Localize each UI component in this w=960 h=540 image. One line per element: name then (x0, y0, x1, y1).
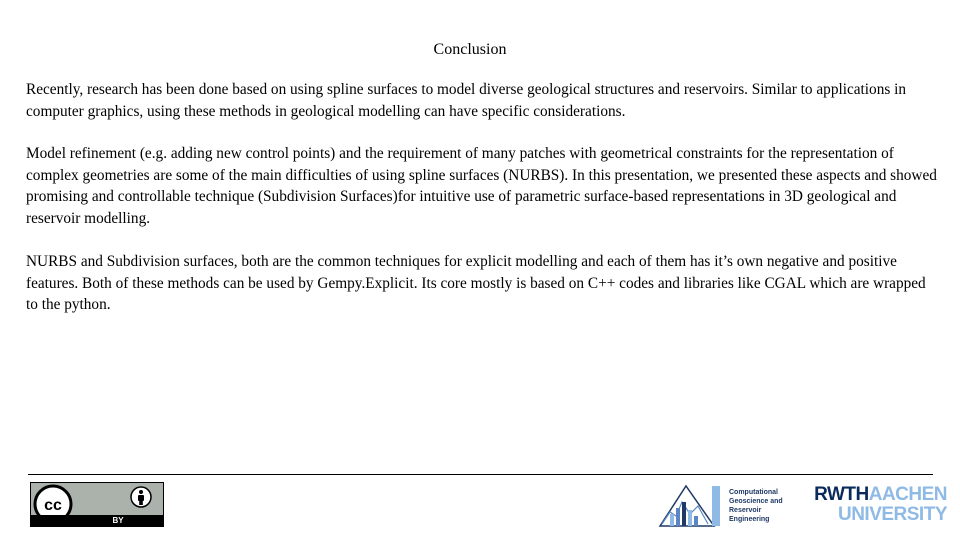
paragraph-2: Model refinement (e.g. adding new control points) and the requirement of many patches with geometrical constraints for the representation of complex geometries are some of the main difficulties of using spline surfaces (NURBS). In this presentation, we presented these aspects and showed promising and controllable technique (Subdivision Surfaces)for intuitive use of parametric surface-based representations in 3D geological and reservoir modelling. (26, 145, 937, 227)
institute-line: Computational (729, 489, 778, 496)
institute-line: Engineering (729, 516, 770, 523)
rwth-aachen-logo (806, 484, 951, 528)
university-text: UNIVERSITY (837, 504, 947, 525)
paragraph-1: Recently, research has been done based on using spline surfaces to model diverse geological structures and reservoirs. Similar to applications in computer graphics, using these methods in geological modelling can have specific considerations. (26, 81, 907, 120)
by-label: BY (112, 516, 124, 525)
institute-line: Reservoir (729, 507, 762, 514)
rwth-text: RWTH (814, 484, 869, 505)
paragraph-3: NURBS and Subdivision surfaces, both are the common techniques for explicit modelling and each of them has it’s own negative and positive features. Both of these methods can be used by Gempy.Explicit. Its core mostly is based on C++ codes and libraries like CGAL which are wrapped to the python. (26, 253, 926, 313)
badge-black-strip (31, 515, 163, 526)
institute-name (729, 488, 791, 524)
institute-line: Geoscience and (729, 498, 783, 505)
attribution-person-icon (130, 486, 152, 508)
cc-text: cc (44, 497, 62, 514)
page-title: Conclusion (433, 41, 507, 58)
aachen-text: AACHEN (868, 484, 947, 505)
footer-divider (28, 474, 933, 475)
cc-by-license-badge (30, 482, 164, 527)
